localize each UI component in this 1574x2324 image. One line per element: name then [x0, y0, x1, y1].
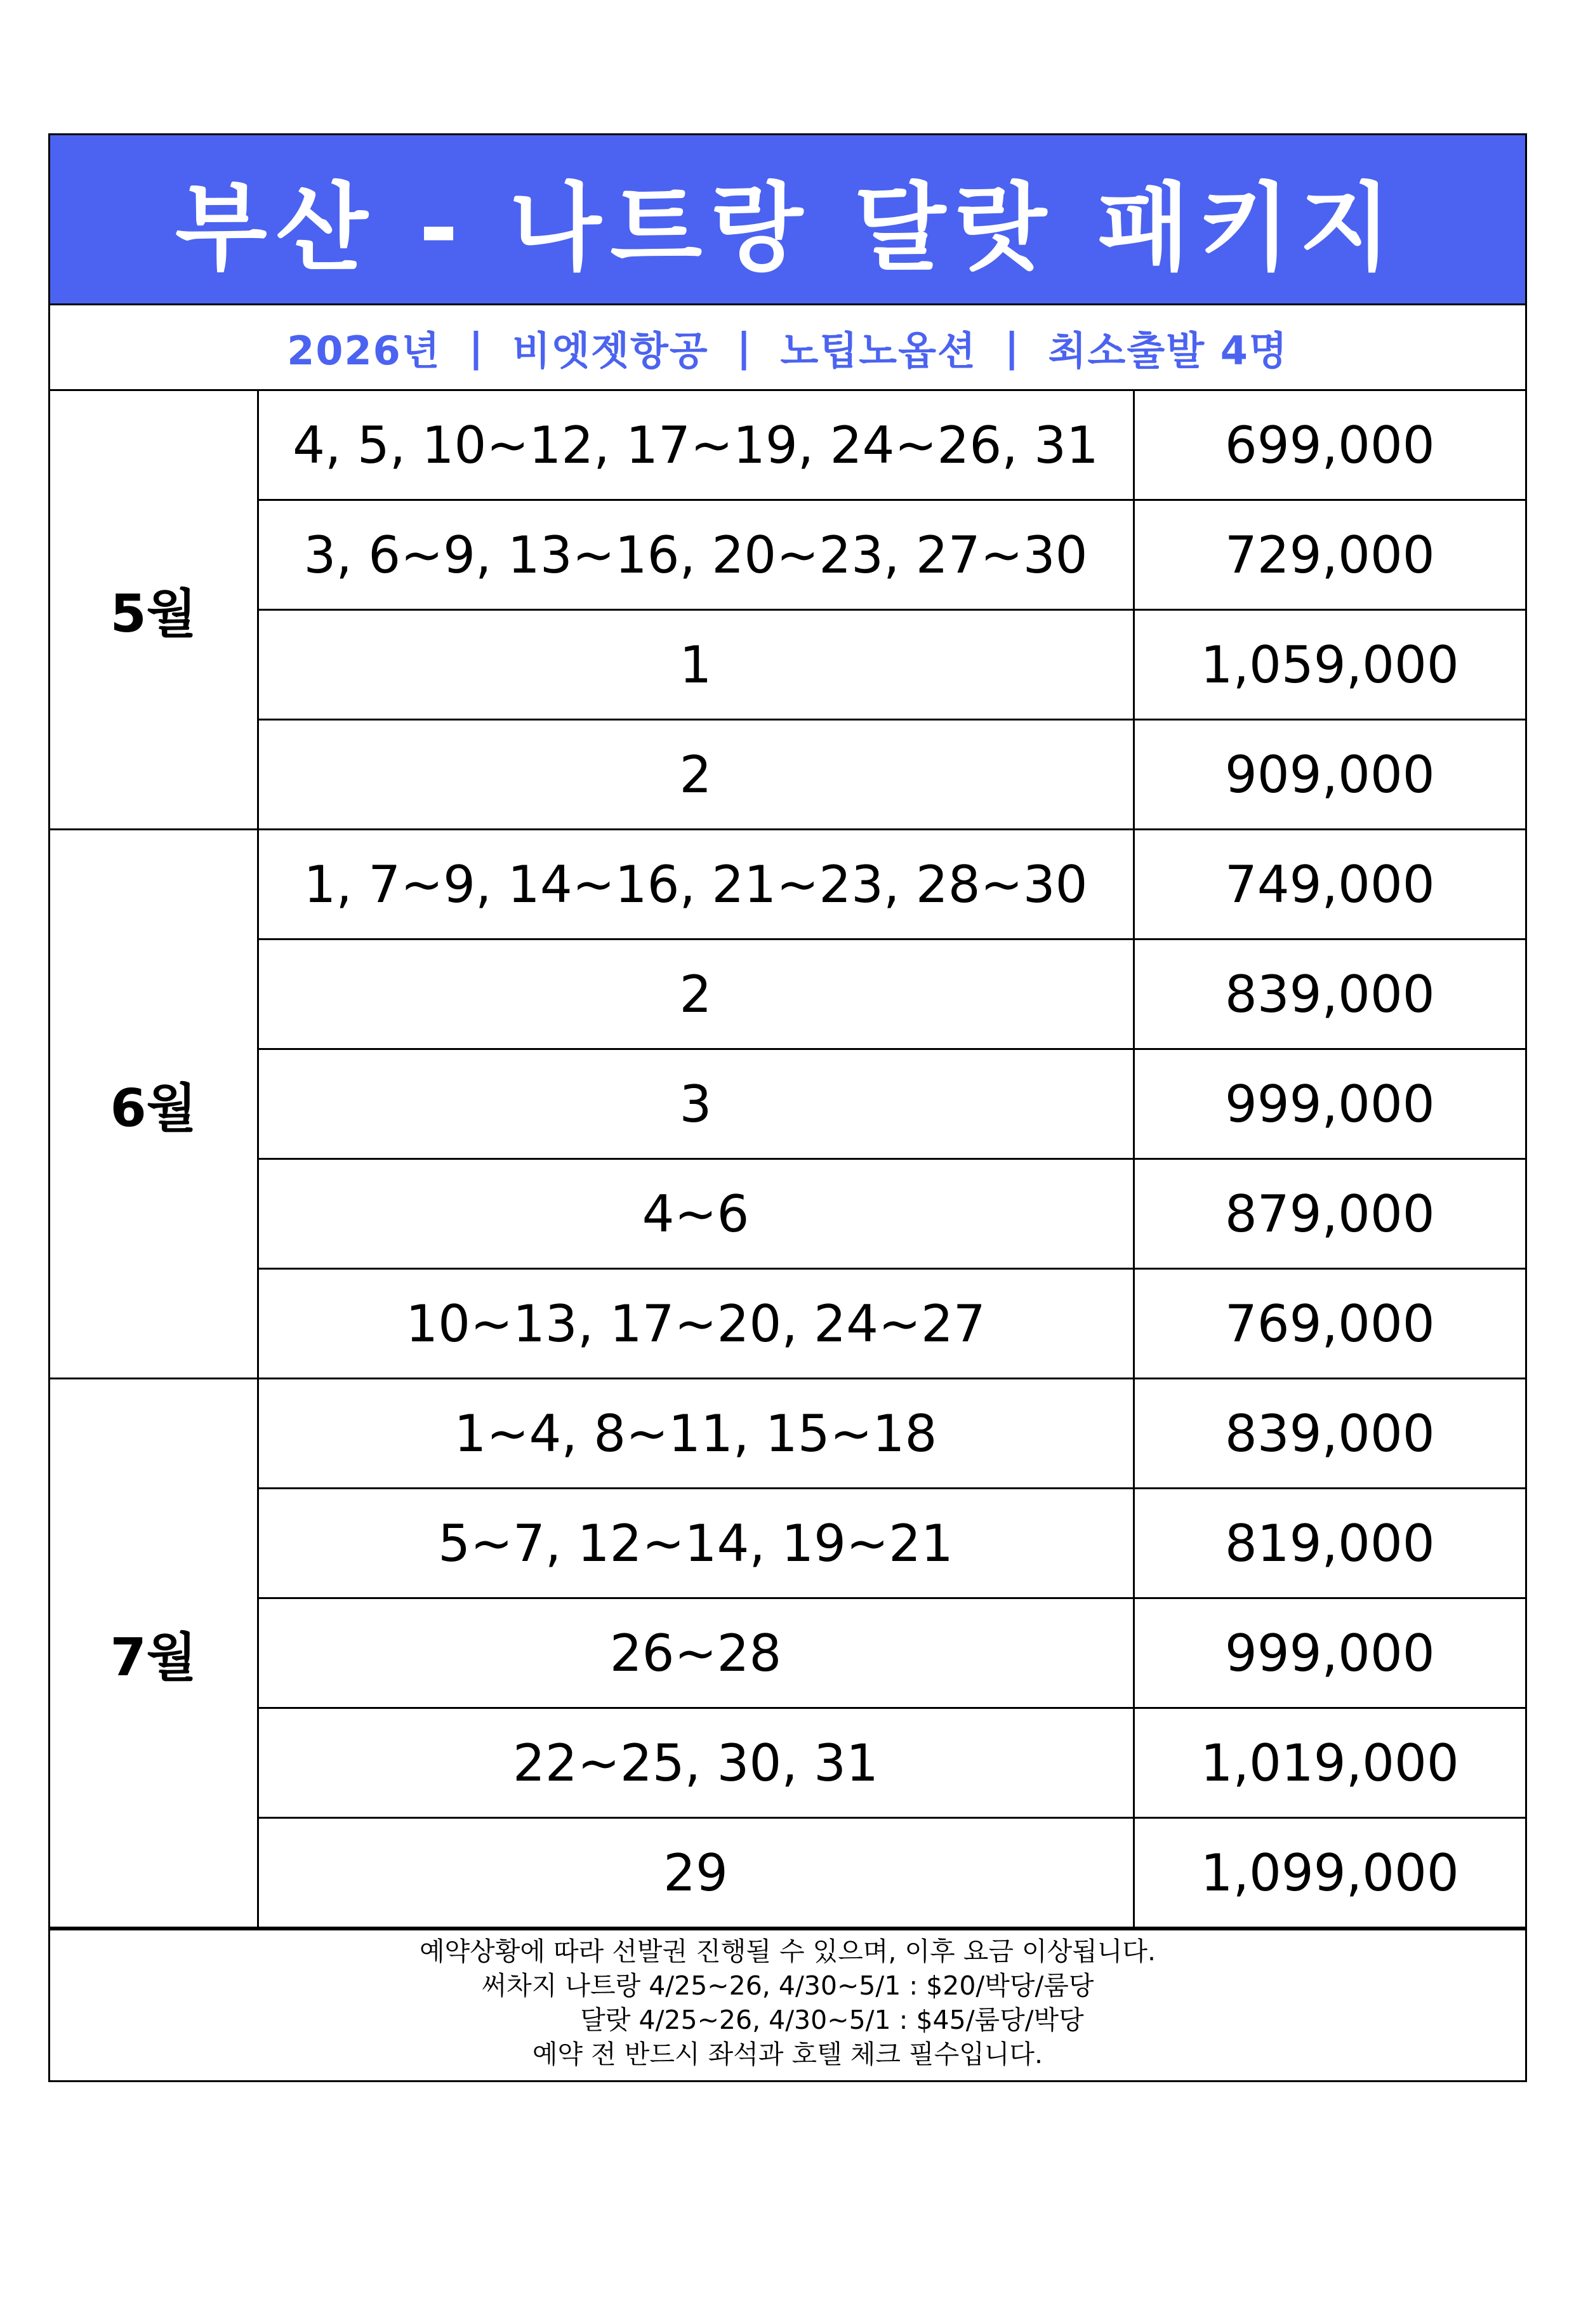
info-option: 노팁노옵션 [780, 327, 977, 374]
table-row [50, 940, 1525, 1049]
info-separator: | [468, 324, 485, 371]
price-cell: 909,000 [1134, 720, 1525, 830]
departure-dates: 1, 7~9, 14~16, 21~23, 28~30 [258, 830, 1134, 940]
departure-dates: 29 [258, 1818, 1134, 1928]
info-year: 2026년 [287, 327, 441, 374]
departure-dates: 5~7, 12~14, 19~21 [258, 1489, 1134, 1598]
departure-dates: 2 [258, 940, 1134, 1049]
price-cell: 699,000 [1134, 391, 1525, 500]
departure-dates: 4, 5, 10~12, 17~19, 24~26, 31 [258, 391, 1134, 500]
price-cell: 769,000 [1134, 1269, 1525, 1379]
info-separator: | [736, 324, 753, 371]
note-line: 예약 전 반드시 좌석과 호텔 체크 필수입니다. [532, 2039, 1043, 2069]
table-row [50, 1159, 1525, 1269]
price-cell: 879,000 [1134, 1159, 1525, 1269]
month-label: 7월 [50, 1379, 258, 1928]
departure-dates: 10~13, 17~20, 24~27 [258, 1269, 1134, 1379]
table-row [50, 610, 1525, 720]
table-row [50, 1379, 1525, 1489]
price-cell: 999,000 [1134, 1049, 1525, 1159]
price-cell: 1,019,000 [1134, 1708, 1525, 1818]
table-row [50, 720, 1525, 830]
note-line: 예약상황에 따라 선발권 진행될 수 있으며, 이후 요금 이상됩니다. [419, 1936, 1156, 1967]
notes-section [50, 1929, 1525, 2080]
price-sheet [48, 133, 1527, 2082]
departure-dates: 2 [258, 720, 1134, 830]
page-title: 부산 - 나트랑 달랏 패키지 [50, 135, 1525, 305]
package-info-bar [50, 305, 1525, 391]
price-cell: 999,000 [1134, 1598, 1525, 1708]
info-airline: 비엣젯항공 [512, 327, 709, 374]
info-min-departure: 최소출발 4명 [1048, 327, 1288, 374]
price-cell: 839,000 [1134, 940, 1525, 1049]
price-table [50, 391, 1525, 1929]
table-row [50, 830, 1525, 940]
departure-dates: 4~6 [258, 1159, 1134, 1269]
departure-dates: 22~25, 30, 31 [258, 1708, 1134, 1818]
table-row [50, 1269, 1525, 1379]
departure-dates: 3 [258, 1049, 1134, 1159]
price-cell: 1,099,000 [1134, 1818, 1525, 1928]
price-cell: 1,059,000 [1134, 610, 1525, 720]
table-row [50, 1708, 1525, 1818]
note-line: 써차지 나트랑 4/25~26, 4/30~5/1 : $20/박당/룸당 [481, 1970, 1094, 2001]
month-label: 5월 [50, 391, 258, 830]
departure-dates: 1 [258, 610, 1134, 720]
table-row [50, 500, 1525, 610]
departure-dates: 1~4, 8~11, 15~18 [258, 1379, 1134, 1489]
price-cell: 749,000 [1134, 830, 1525, 940]
table-row [50, 1049, 1525, 1159]
departure-dates: 3, 6~9, 13~16, 20~23, 27~30 [258, 500, 1134, 610]
table-row [50, 1489, 1525, 1598]
table-row [50, 391, 1525, 500]
month-label: 6월 [50, 830, 258, 1379]
departure-dates: 26~28 [258, 1598, 1134, 1708]
price-cell: 839,000 [1134, 1379, 1525, 1489]
table-row [50, 1598, 1525, 1708]
price-cell: 819,000 [1134, 1489, 1525, 1598]
table-row [50, 1818, 1525, 1928]
info-separator: | [1004, 324, 1021, 371]
price-cell: 729,000 [1134, 500, 1525, 610]
note-line: 달랏 4/25~26, 4/30~5/1 : $45/룸당/박당 [580, 2005, 1084, 2035]
